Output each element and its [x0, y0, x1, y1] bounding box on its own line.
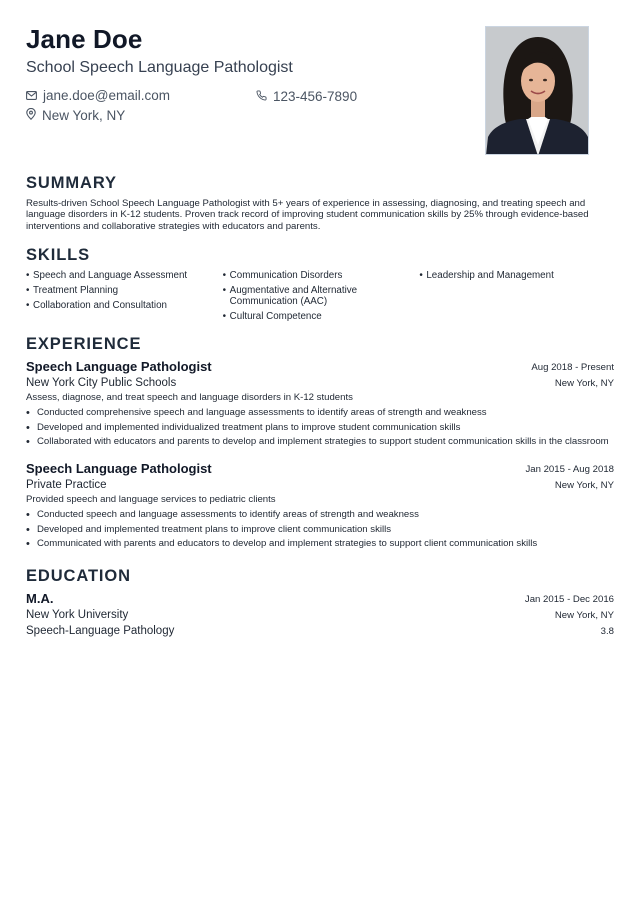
phone-text: 123-456-7890 [273, 89, 358, 104]
phone-icon [256, 89, 273, 104]
job-bullet: • Developed and implemented individualized treatment plans to improve student communication skills [26, 422, 614, 434]
job-dates: Jan 2015 - Aug 2018 [525, 464, 614, 475]
skill-item: • Cultural Competence [223, 311, 420, 323]
education-dates: Jan 2015 - Dec 2016 [524, 594, 614, 605]
summary-text: Results-driven School Speech Language Pathologist with 5+ years of experience in assessing, diagnosing, and treating speech and language disorders in K-12 students. Proven track record of improving student communication skills by 25% through evidence-based interventions and collaborative strategies with educators and parents. [26, 198, 589, 232]
skill-item: • Leadership and Management [419, 270, 616, 282]
job-bullet: • Conducted comprehensive speech and language assessments to identify areas of strength and weakness [26, 407, 614, 419]
skills-list [26, 270, 616, 326]
location-text: New York, NY [42, 108, 126, 123]
school-name: New York University [26, 609, 129, 621]
job-bullets [26, 407, 614, 448]
skill-item: • Augmentative and Alternative Communication (AAC) [223, 285, 373, 308]
summary-heading: SUMMARY [26, 174, 117, 192]
job-bullet: • Conducted speech and language assessments to identify areas of strength and weakness [26, 509, 614, 521]
job-location: New York, NY [554, 480, 614, 491]
skill-item: • Communication Disorders [223, 270, 420, 282]
skills-column [419, 270, 616, 326]
job-role: Speech Language Pathologist [26, 359, 212, 374]
profile-photo [485, 26, 589, 155]
degree: M.A. [26, 591, 54, 606]
contact-location [26, 108, 125, 123]
experience-heading: EXPERIENCE [26, 335, 142, 353]
map-pin-icon [26, 108, 42, 123]
contact-email [26, 88, 170, 103]
experience-entry [26, 461, 614, 553]
job-location: New York, NY [554, 378, 614, 389]
education-heading: EDUCATION [26, 567, 131, 585]
gpa: 3.8 [600, 626, 614, 637]
job-bullet: • Collaborated with educators and parents to develop and implement strategies to support student communication skills in the classroom [26, 436, 614, 448]
job-description: Provided speech and language services to pediatric clients [26, 494, 276, 505]
experience-entry [26, 359, 614, 451]
skill-item: • Treatment Planning [26, 285, 223, 297]
job-bullet: • Communicated with parents and educators to develop and implement strategies to support client communication skills [26, 538, 614, 550]
candidate-title: School Speech Language Pathologist [26, 59, 293, 76]
skills-heading: SKILLS [26, 246, 91, 264]
skill-item: • Speech and Language Assessment [26, 270, 223, 282]
mail-icon [26, 88, 43, 103]
candidate-name: Jane Doe [26, 24, 143, 54]
field-of-study: Speech-Language Pathology [26, 625, 175, 637]
skills-column [223, 270, 420, 326]
email-text: jane.doe@email.com [43, 88, 171, 103]
job-bullet: • Developed and implemented treatment plans to improve client communication skills [26, 524, 614, 536]
job-bullets [26, 509, 614, 550]
job-description: Assess, diagnose, and treat speech and language disorders in K-12 students [26, 392, 353, 403]
skills-column [26, 270, 223, 326]
job-role: Speech Language Pathologist [26, 461, 212, 476]
education-entry [26, 591, 614, 641]
job-dates: Aug 2018 - Present [531, 362, 614, 373]
school-location: New York, NY [554, 610, 614, 621]
job-company: New York City Public Schools [26, 377, 177, 389]
contact-phone [256, 89, 357, 104]
skill-item: • Collaboration and Consultation [26, 300, 223, 312]
job-company: Private Practice [26, 479, 107, 491]
